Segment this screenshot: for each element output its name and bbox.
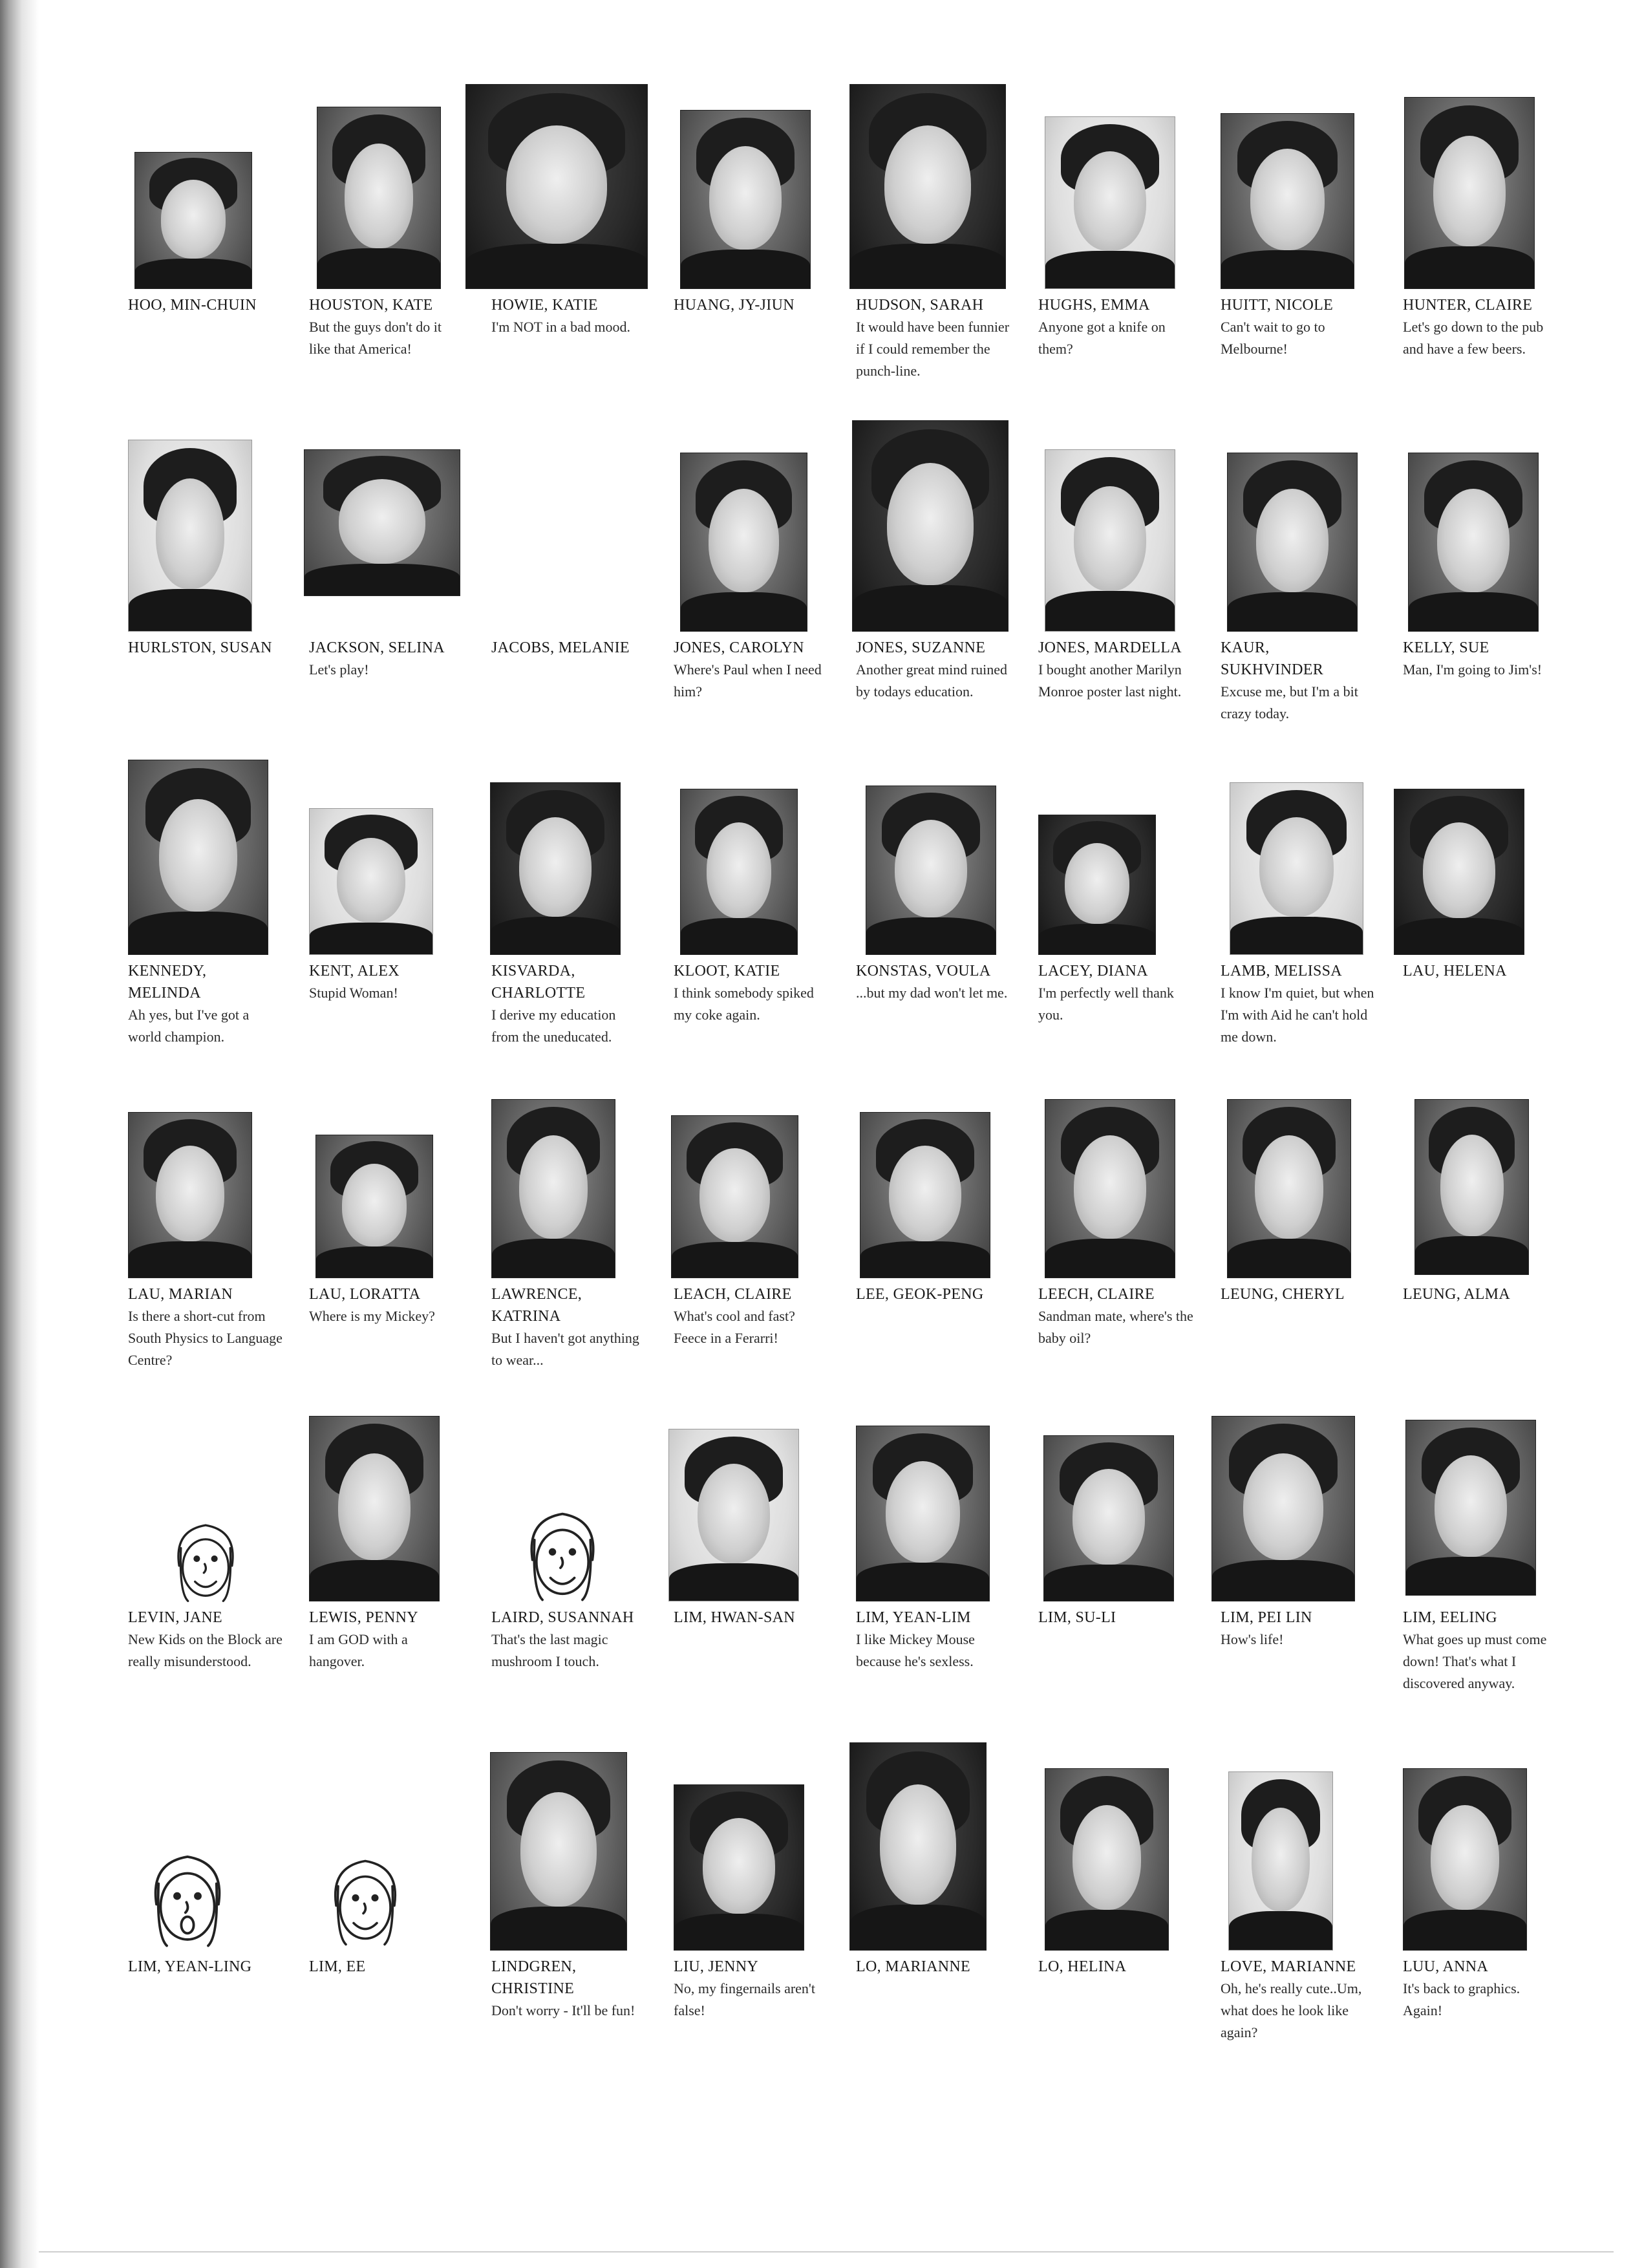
student-photo bbox=[674, 1784, 804, 1951]
student-name: LEWIS, PENNY bbox=[309, 1609, 418, 1626]
student-quote: New Kids on the Block are really misunderstood. bbox=[128, 1631, 283, 1669]
student-photo bbox=[668, 1429, 799, 1601]
student-quote: ...but my dad won't let me. bbox=[856, 985, 1008, 1001]
student-name: LIM, HWAN-SAN bbox=[674, 1609, 795, 1626]
student-name: JONES, SUZANNE bbox=[856, 639, 986, 656]
cartoon-face-drawing bbox=[317, 1839, 414, 1962]
student-name: JONES, CAROLYN bbox=[674, 639, 804, 656]
student-quote: But I haven't got anything to wear... bbox=[491, 1330, 639, 1368]
student-photo bbox=[309, 808, 433, 955]
student-photo bbox=[1228, 1771, 1333, 1951]
student-name: JONES, MARDELLA bbox=[1038, 639, 1182, 656]
student-photo bbox=[849, 84, 1006, 289]
student-photo bbox=[866, 786, 996, 955]
student-quote: Let's play! bbox=[309, 661, 369, 678]
page-binding-shadow bbox=[0, 0, 39, 2268]
student-quote: Where is my Mickey? bbox=[309, 1308, 435, 1324]
student-quote: Stupid Woman! bbox=[309, 985, 398, 1001]
student-photo bbox=[1404, 97, 1535, 289]
student-name: JACOBS, MELANIE bbox=[491, 639, 630, 656]
student-photo bbox=[1403, 1768, 1527, 1951]
student-photo bbox=[128, 440, 252, 632]
student-photo bbox=[680, 110, 811, 289]
student-quote: Man, I'm going to Jim's! bbox=[1403, 661, 1542, 678]
student-name: KONSTAS, VOULA bbox=[856, 963, 991, 979]
student-quote: What goes up must come down! That's what I discovered anyway. bbox=[1403, 1631, 1547, 1691]
student-name: HUANG, JY-JIUN bbox=[674, 297, 795, 314]
student-quote: No, my fingernails aren't false! bbox=[674, 1980, 816, 2018]
student-name: LACEY, DIANA bbox=[1038, 963, 1148, 979]
student-quote: What's cool and fast? Feece in a Ferarri! bbox=[674, 1308, 795, 1346]
page-bottom-rule bbox=[39, 2251, 1614, 2252]
student-photo bbox=[490, 782, 621, 955]
student-photo bbox=[1227, 453, 1358, 632]
student-photo bbox=[134, 152, 252, 289]
student-quote: I derive my education from the uneducated. bbox=[491, 1007, 616, 1045]
student-name: LEACH, CLAIRE bbox=[674, 1286, 792, 1303]
student-photo bbox=[849, 1742, 987, 1951]
student-name: HOUSTON, KATE bbox=[309, 297, 433, 314]
student-name: JACKSON, SELINA bbox=[309, 639, 445, 656]
student-name: LEUNG, ALMA bbox=[1403, 1286, 1510, 1303]
student-photo bbox=[1414, 1099, 1529, 1275]
student-name: HURLSTON, SUSAN bbox=[128, 639, 272, 656]
student-quote: Where's Paul when I need him? bbox=[674, 661, 822, 700]
student-photo bbox=[852, 420, 1009, 632]
student-quote: Anyone got a knife on them? bbox=[1038, 319, 1166, 357]
student-name: HUNTER, CLAIRE bbox=[1403, 297, 1533, 314]
student-name: LINDGREN, CHRISTINE bbox=[491, 1958, 577, 1997]
student-name: LAU, LORATTA bbox=[309, 1286, 421, 1303]
student-name: LAWRENCE, KATRINA bbox=[491, 1286, 582, 1325]
student-photo bbox=[1405, 1420, 1536, 1596]
student-name: LAU, HELENA bbox=[1403, 963, 1507, 979]
cartoon-face-drawing bbox=[136, 1839, 239, 1959]
student-name: KAUR, SUKHVINDER bbox=[1221, 639, 1323, 678]
student-name: LAMB, MELISSA bbox=[1221, 963, 1342, 979]
student-name: LEE, GEOK-PENG bbox=[856, 1286, 984, 1303]
student-photo bbox=[1043, 1435, 1174, 1601]
student-photo bbox=[309, 1416, 440, 1601]
student-photo bbox=[680, 789, 798, 955]
student-name: LAIRD, SUSANNAH bbox=[491, 1609, 634, 1626]
student-name: LIM, SU-LI bbox=[1038, 1609, 1116, 1626]
student-name: HUDSON, SARAH bbox=[856, 297, 984, 314]
student-photo bbox=[1227, 1099, 1351, 1278]
student-name: KISVARDA, CHARLOTTE bbox=[491, 963, 586, 1001]
student-photo bbox=[128, 1112, 252, 1278]
student-name: LEVIN, JANE bbox=[128, 1609, 222, 1626]
student-name: KENT, ALEX bbox=[309, 963, 400, 979]
student-quote: Excuse me, but I'm a bit crazy today. bbox=[1221, 683, 1358, 722]
student-quote: Let's go down to the pub and have a few beers. bbox=[1403, 319, 1544, 357]
student-name: LEUNG, CHERYL bbox=[1221, 1286, 1345, 1303]
student-photo bbox=[671, 1115, 798, 1278]
student-photo bbox=[1045, 1768, 1169, 1951]
student-name: LUU, ANNA bbox=[1403, 1958, 1489, 1975]
student-name: LIU, JENNY bbox=[674, 1958, 758, 1975]
student-photo bbox=[1230, 782, 1363, 955]
student-name: LO, MARIANNE bbox=[856, 1958, 970, 1975]
student-name: KENNEDY, MELINDA bbox=[128, 963, 207, 1001]
student-name: HOWIE, KATIE bbox=[491, 297, 598, 314]
student-name: LO, HELINA bbox=[1038, 1958, 1127, 1975]
cartoon-face-drawing bbox=[154, 1513, 257, 1610]
student-name: LAU, MARIAN bbox=[128, 1286, 233, 1303]
student-quote: I bought another Marilyn Monroe poster last night. bbox=[1038, 661, 1182, 700]
student-name: LIM, YEAN-LING bbox=[128, 1958, 252, 1975]
student-photo bbox=[1045, 116, 1175, 289]
student-quote: I like Mickey Mouse because he's sexless. bbox=[856, 1631, 975, 1669]
student-photo bbox=[856, 1426, 990, 1601]
student-photo bbox=[317, 107, 441, 289]
student-photo bbox=[1038, 815, 1156, 955]
student-name: LIM, YEAN-LIM bbox=[856, 1609, 971, 1626]
student-photo bbox=[304, 449, 460, 596]
student-photo bbox=[128, 760, 268, 955]
student-quote: I am GOD with a hangover. bbox=[309, 1631, 408, 1669]
student-quote: Ah yes, but I've got a world champion. bbox=[128, 1007, 250, 1045]
student-photo bbox=[465, 84, 648, 289]
student-name: HOO, MIN-CHUIN bbox=[128, 297, 257, 314]
student-quote: I think somebody spiked my coke again. bbox=[674, 985, 814, 1023]
student-quote: But the guys don't do it like that America! bbox=[309, 319, 442, 357]
student-quote: I'm perfectly well thank you. bbox=[1038, 985, 1174, 1023]
student-name: KELLY, SUE bbox=[1403, 639, 1489, 656]
student-photo bbox=[1408, 453, 1539, 632]
student-name: LEECH, CLAIRE bbox=[1038, 1286, 1155, 1303]
student-quote: Another great mind ruined by todays education. bbox=[856, 661, 1007, 700]
student-name: HUITT, NICOLE bbox=[1221, 297, 1334, 314]
student-photo bbox=[1045, 449, 1175, 632]
cartoon-face-drawing bbox=[511, 1500, 614, 1610]
student-photo bbox=[315, 1135, 433, 1278]
student-photo bbox=[1211, 1416, 1355, 1601]
student-photo bbox=[491, 1099, 615, 1278]
student-quote: Is there a short-cut from South Physics to Language Centre? bbox=[128, 1308, 283, 1368]
student-name: LIM, PEI LIN bbox=[1221, 1609, 1312, 1626]
student-quote: I know I'm quiet, but when I'm with Aid he can't hold me down. bbox=[1221, 985, 1374, 1045]
student-quote: I'm NOT in a bad mood. bbox=[491, 319, 630, 335]
student-quote: Sandman mate, where's the baby oil? bbox=[1038, 1308, 1193, 1346]
student-photo bbox=[490, 1752, 627, 1951]
student-photo bbox=[1045, 1099, 1175, 1278]
student-quote: That's the last magic mushroom I touch. bbox=[491, 1631, 608, 1669]
student-name: KLOOT, KATIE bbox=[674, 963, 780, 979]
student-quote: It would have been funnier if I could remember the punch-line. bbox=[856, 319, 1010, 379]
student-quote: Don't worry - It'll be fun! bbox=[491, 2002, 635, 2018]
student-photo bbox=[680, 453, 807, 632]
student-quote: Can't wait to go to Melbourne! bbox=[1221, 319, 1325, 357]
student-quote: How's life! bbox=[1221, 1631, 1284, 1647]
student-quote: Oh, he's really cute..Um, what does he look like again? bbox=[1221, 1980, 1362, 2040]
student-name: HUGHS, EMMA bbox=[1038, 297, 1150, 314]
student-name: LIM, EE bbox=[309, 1958, 366, 1975]
student-photo bbox=[1221, 113, 1354, 289]
student-photo bbox=[1394, 789, 1524, 955]
student-quote: It's back to graphics. Again! bbox=[1403, 1980, 1521, 2018]
student-name: LIM, EELING bbox=[1403, 1609, 1497, 1626]
student-photo bbox=[860, 1112, 990, 1278]
student-name: LOVE, MARIANNE bbox=[1221, 1958, 1356, 1975]
